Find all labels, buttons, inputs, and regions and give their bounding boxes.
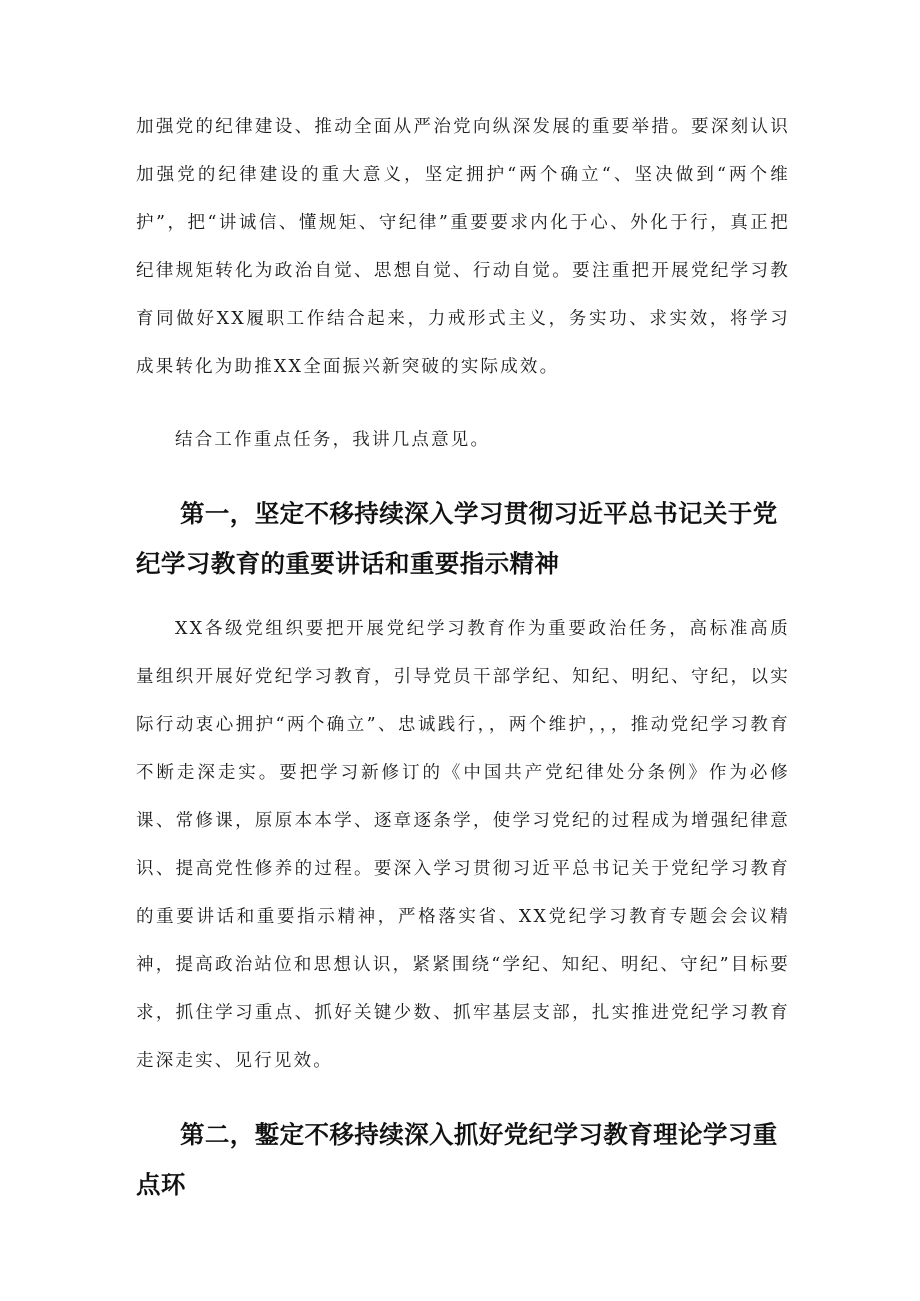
- body-paragraph-first-section: XX各级党组织要把开展党纪学习教育作为重要政治任务，高标准高质量组织开展好党纪学习教育，引导党员干部学纪、知纪、明纪、守纪，以实际行动衷心拥护“两个确立”、忠诚践行，，两个维护，，，推动党纪学习教育不断走深走实。要把学习新修订的《中国共产党纪律处分条例》作为必修课、常修课，原原本本学、逐章逐条学，使学习党纪的过程成为增强纪律意识、提高党性修养的过程。要深入学习贯彻习近平总书记关于党纪学习教育的重要讲话和重要指示精神，严格落实省、XX党纪学习教育专题会会议精神，提高政治站位和思想认识，紧紧围绕“学纪、知纪、明纪、守纪”目标要求，抓住学习重点、抓好关键少数、抓牢基层支部，扎实推进党纪学习教育走深走实、见行见效。: [136, 619, 790, 1071]
- section-heading-second: 第二，鏨定不移持续深入抓好党纪学习教育理论学习重点环: [136, 1120, 778, 1199]
- body-paragraph-intro: 结合工作重点任务，我讲几点意见。: [175, 430, 491, 450]
- section-heading-first: 第一，坚定不移持续深入学习贯彻习近平总书记关于党纪学习教育的重要讲话和重要指示精神: [136, 499, 778, 578]
- body-paragraph-continued: 加强党的纪律建设、推动全面从严治党向纵深发展的重要举措。要深刻认识加强党的纪律建设的重大意义，坚定拥护“两个确立“、坚决做到“两个维护”，把“讲诚信、懂规矩、守纪律”重要要求内化于心、外化于行，真正把纪律规矩转化为政治自觉、思想自觉、行动自觉。要注重把开展党纪学习教育同做好XX履职工作结合起来，力戒形式主义，务实功、求实效，将学习成果转化为助推XX全面振兴新突破的实际成效。: [136, 117, 790, 377]
